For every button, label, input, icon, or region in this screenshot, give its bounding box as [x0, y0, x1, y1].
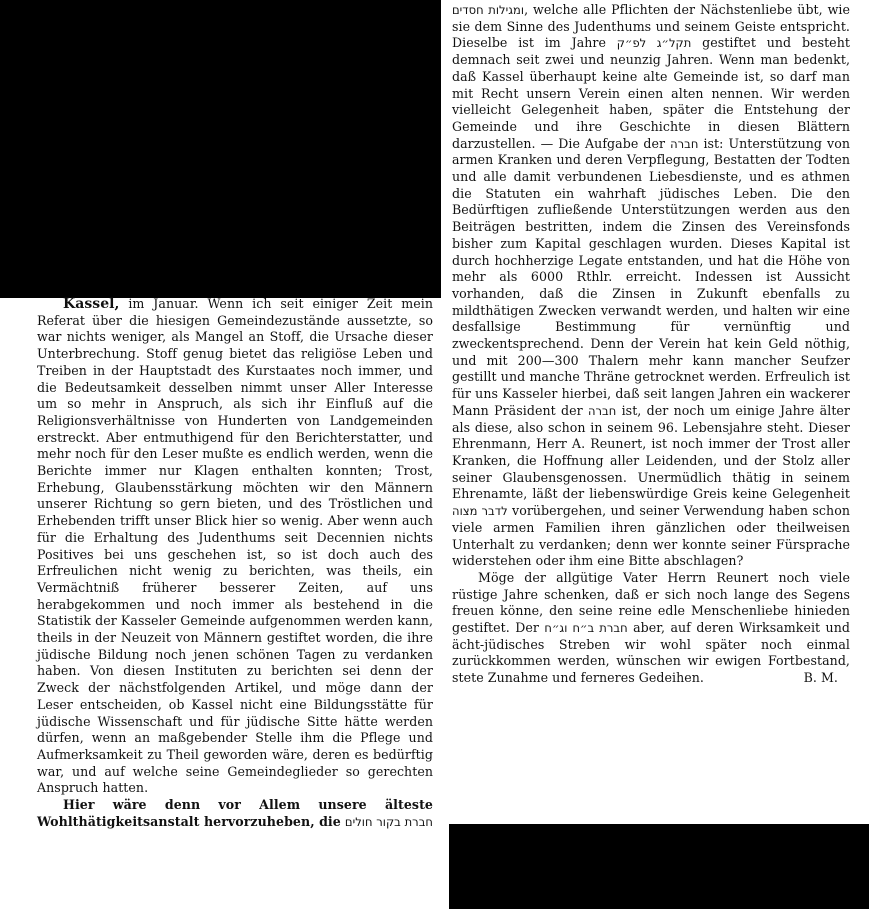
paragraph-text: Möge der allgütige Vater Herrn Reunert noch viele rüstige Jahre schenken, daß er sich noch lange des Segens freuen könne, den seine reine edle Menschenliebe hinieden gestiftet. Der: [452, 569, 850, 636]
paragraph-text: ist, der noch um einige Jahre älter als diese, also schon in seinem 96. Lebensjahre steht. Dieser Ehrenmann, Herr A. Reunert, ist noch immer der Trost aller Kranken, die Hoffnung aller Leidenden, und der Stolz aller seiner Glaubensgenossen. Unermüdlich thätig in seinem Ehrenamte, läßt der liebenswürdige Greis keine Gelegenheit: [452, 402, 850, 502]
hebrew-term: חברה: [670, 136, 699, 151]
hebrew-term: חברה: [587, 403, 617, 418]
article-paragraph-3: [452, 2, 850, 570]
paragraph-text: ist: Unterstützung von armen Kranken und deren Verpflegung, Bestatten der Todten und alle damit verbundenen Liebesdienste, und es athmen die Statuten ein wahrhaft jüdisches Leben. Die den Bedürftigen zufließende Unterstützungen werden aus den Beiträgen bestritten, indem die Zinsen des Vereinsfonds bisher zum Kapital geschlagen wurden. Dieses Kapital ist durch hochherzige Legate entstanden, und hat die Höhe von mehr als 6000 Rthlr. erreicht. Indessen ist Aussicht vorhanden, daß die Zinsen in Zukunft ebenfalls zu mildthätigen Zwecken verwandt werden, und halten wir eine desfallsige Bestimmung für vernünftig und zweckentsprechend. Denn der Verein hat kein Geld nöthig, und mit 200—300 Thalern mehr kann mancher Seufzer gestillt und manche Thräne getrocknet werden. Erfreulich ist für uns Kasseler hierbei, daß seit langen Jahren ein wackerer Mann Präsident der: [452, 135, 850, 418]
paragraph-text: vorübergehen, und seiner Verwendung haben schon viele armen Familien ihren gänzlichen oder theilweisen Unterhalt zu verdanken; denn wer konnte seiner Fürsprache widerstehen oder ihm eine Bitte abschlagen?: [452, 503, 850, 569]
author-signature: B. M.: [803, 670, 838, 686]
paragraph-text: gestiftet und besteht demnach seit zwei und neunzig Jahren. Wenn man bedenkt, daß Kassel überhaupt keine alte Gemeinde ist, so darf man mit Recht unsern Verein einen alten nennen. Wir werden vielleicht Gelegenheit haben, später die Entstehung der Gemeinde und ihre Geschichte in diesen Blättern darzustellen. — Die Aufgabe der: [452, 35, 850, 151]
dateline-date: im Januar.: [119, 296, 199, 311]
article-paragraph-2: [37, 797, 433, 830]
hebrew-term: חברת בקור חולים: [344, 814, 433, 829]
paragraph-text: Hier wäre denn vor Allem unsere älteste Wohlthätigkeitsanstalt hervorzuheben, die: [37, 797, 433, 829]
dateline-place: Kassel,: [63, 296, 120, 312]
hebrew-date: תקל״ג לפ״ק: [616, 36, 692, 51]
hebrew-term: לדבר מצוה: [452, 504, 508, 519]
hebrew-term: ומגילות חסדים: [452, 3, 525, 17]
paragraph-text: Wenn ich seit einiger Zeit mein Referat über die hiesigen Gemeindezustände aussetzte, so war nichts weniger, als Mangel an Stoff, die Ursache dieser Unterbrechung. Stoff genug bietet das religiöse Leben und Treiben in der Hauptstadt des Kurstaates noch immer, und die Bedeutsamkeit desselben nimmt unser Aller Interesse um so mehr in Anspruch, als sich ihr Einfluß auf die Religionsverhältnisse von Hunderten von Landgemeinden erstreckt. Aber entmuthigend für den Berichterstatter, und mehr noch für den Leser mußte es endlich werden, wenn die Berichte immer nur Klagen enthalten konnten; Trost, Erhebung, Glaubensstärkung möchten wir den Männern unserer Richtung so gern bieten, und des Tröstlichen und Erhebenden trifft unser Blick hier so wenig. Aber wenn auch für die Erhaltung des Judenthums seit Decennien nichts Positives bei uns geschehen ist, so ist doch auch des Erfreulichen nicht wenig zu berichten, was theils, ein Vermächtniß früherer besserer Zeiten, auf uns herabgekommen und noch immer als bestehend in die Statistik der Kasseler Gemeinde aufgenommen werden kann, theils in der Neuzeit von Männern gestiftet worden, die ihre jüdische Bildung noch jenen schönen Tagen zu verdanken haben. Von diesen Instituten zu berichten sei denn der Zweck der nächstfolgenden Artikel, und möge dann der Leser entscheiden, ob Kassel nicht eine Bildungsstätte für jüdische Wissenschaft und für jüdische Sitte hätte werden dürfen, wenn an maßgebender Stelle ihm die Pflege und Aufmerksamkeit zu Theil geworden wäre, deren es bedürftig war, und auf welche seine Gemeindeglieder so gerechten Anspruch hatten.: [37, 296, 433, 796]
article-column-left: [37, 296, 433, 831]
hebrew-term: חברת ב״ח וג״ח: [544, 621, 628, 636]
blackout-region-top-left: [0, 0, 441, 298]
article-column-right: [452, 2, 850, 687]
article-paragraph-4: [452, 570, 850, 687]
paragraph-text: , welche alle Pflichten der Nächstenliebe übt, wie sie dem Sinne des Judenthums und seinem Geiste entspricht. Dieselbe ist im Jahre: [452, 2, 850, 51]
article-paragraph-1: [37, 296, 433, 797]
paragraph-text: aber, auf deren Wirksamkeit und ächt-jüdisches Streben wir wohl später noch einmal zurückkommen werden, wünschen wir ewigen Fortbestand, stete Zunahme und ferneres Gedeihen.: [452, 620, 850, 686]
blackout-region-bottom-right: [449, 824, 869, 909]
